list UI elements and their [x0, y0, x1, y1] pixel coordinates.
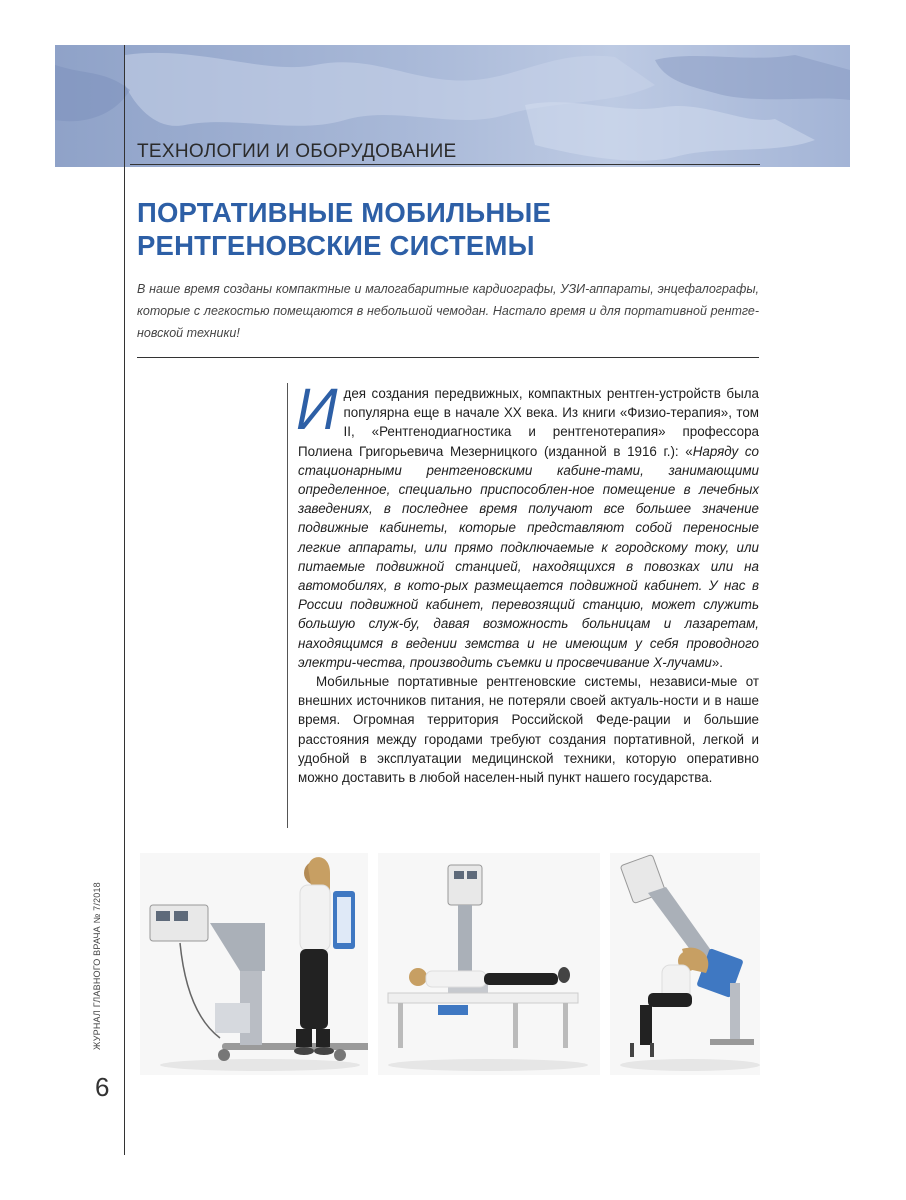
section-heading: ТЕХНОЛОГИИ И ОБОРУДОВАНИЕ: [137, 141, 457, 162]
section-underline: [130, 164, 760, 165]
text-column-rule: [287, 383, 288, 828]
left-margin-rule: [124, 45, 125, 1155]
quote-close: ».: [711, 654, 723, 670]
paragraph-2: Мобильные портативные рентгеновские системы, независи-мые от внешних источников питания, не потеряли своей актуаль-ности и в наше время. Огромная территория Российской Феде-рации и большие расстояния между городами требуют создания портативной, легкой и удобной в эксплуатации медицинской техники, которую оперативно можно доставить в любой населен-ный пункт нашего государства.: [298, 674, 759, 786]
paragraph-1: [296, 377, 759, 672]
page-number: 6: [95, 1072, 110, 1102]
lead-divider: [137, 357, 759, 358]
title-line-2: РЕНТГЕНОВСКИЕ СИСТЕМЫ: [137, 230, 535, 261]
article-lead: В наше время созданы компактные и малогабаритные кардиографы, УЗИ-аппараты, энцефалографы, которые с легкостью помещаются в небольшой чемодан. Настало время и для портативной рентге-новской техники!: [137, 282, 759, 340]
paragraph-1-intro: дея создания передвижных, компактных рентген-устройств была популярна еще в начале XX века. Из книги «Физио-терапия», том II, «Рентгенодиагностика и рентгенотерапия» профессора Полиена Григорьевича Мезерницкого (изданной в 1916 г.): «: [298, 386, 759, 459]
title-line-1: ПОРТАТИВНЫЕ МОБИЛЬНЫЕ: [137, 197, 552, 228]
drop-cap: И: [296, 377, 338, 442]
journal-issue-label: ЖУРНАЛ ГЛАВНОГО ВРАЧА № 7/2018: [92, 882, 102, 1050]
photo-standing-exam: [140, 853, 368, 1075]
photo-lying-exam: [378, 853, 600, 1075]
photo-seated-exam: [610, 853, 760, 1075]
article-body: [296, 377, 759, 787]
article-title: [137, 196, 551, 262]
historical-quote: Наряду со стационарными рентгеновскими кабине-тами, занимающими определенное, специально приспособлен-ное помещение в лечебных заведениях, в последнее время получают все большее значение подвижные кабинеты, которые представляют собой переносные легкие аппараты, или прямо подключаемые к городскому току, или питаемые подвижной станцией, находящихся в повозках или на автомобилях, в кото-рых размещается подвижной кабинет. У нас в России подвижной кабинет, перевозящий станцию, может служить большую служ-бу, давая возможность больницам и лазаретам, находящимся в ведении земства и не имеющим у себя проводного электри-чества, производить съемки и просвечивание Х-лучами: [298, 443, 759, 670]
